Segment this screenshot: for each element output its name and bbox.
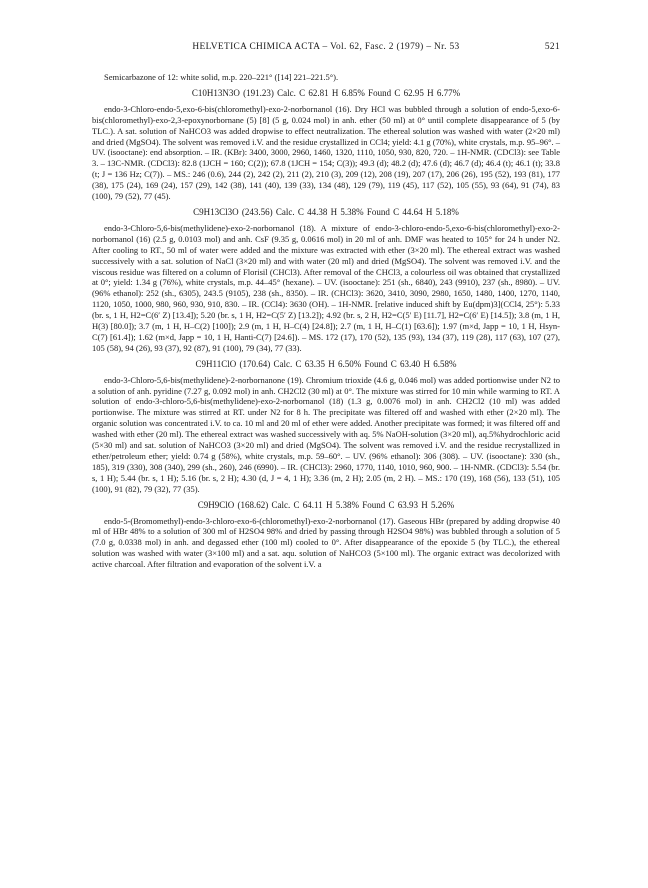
page-number: 521 [544, 42, 560, 52]
article-body [92, 72, 560, 570]
running-title: HELVETICA CHIMICA ACTA – Vol. 62, Fasc. 2 (1979) – Nr. 53 [192, 42, 460, 52]
elemental-analysis-2: C9H13Cl3O (243.56) Calc. C 44.38 H 5.38% Found C 44.64 H 5.18% [193, 206, 459, 217]
procedure-compound-16: endo-3-Chloro-endo-5,exo-6-bis(chloromethyl)-exo-2-norbornanol (16). Dry HCl was bubbled through a solution of endo-5,exo-6-bis(chloromethyl)-exo-2,3-epoxynorbornane (5) [8] (5 g, 0.024 mol) in anh. ether (50 ml) at 0° until complete disappearance of 5 (by TLC.). A sat. solution of NaHCO3 was added dropwise to effect neutralization. The ethereal solution was washed with water (2×20 ml) and dried (MgSO4). The solvent was removed i.V. and the residue crystallized in CCl4; yield: 4.1 g (70%), white crystals, m.p. 95–96°. – UV. (isooctane): end absorption. – IR. (KBr): 3400, 3000, 2960, 1460, 1320, 1110, 1050, 930, 820, 720. – 1H-NMR. (CDCl3): see Table 3. – 13C-NMR. (CDCl3): 82.8 (1JCH = 160; C(2)); 67.8 (1JCH = 154; C(3)); 49.3 (d); 48.2 (d); 47.6 (d); 46.7 (d); 46.4 (t); 46.1 (t); 33.8 (t; J = 136 Hz; C(7)). – MS.: 246 (0.6), 244 (2), 242 (2), 211 (2), 210 (3), 209 (12), 208 (19), 207 (17), 206 (26), 195 (52), 193 (81), 177 (38), 175 (24), 169 (24), 157 (29), 142 (38), 141 (40), 139 (33), 134 (48), 129 (79), 119 (45), 117 (52), 105 (55), 93 (64), 91 (74), 83 (100), 79 (52), 77 (45). [92, 103, 560, 202]
procedure-compound-18: endo-3-Chloro-5,6-bis(methylidene)-exo-2-norbornanol (18). A mixture of endo-3-chloro-endo-5,exo-6-bis(chloromethyl)-exo-2-norbornanol (16) (2.5 g, 0.0103 mol) and anh. CsF (9.35 g, 0.0616 mol) in 20 ml of anh. DMF was heated to 105° for 24 h under N2. After cooling to RT., 50 ml of water were added and the mixture was extracted with ether (3×20 ml). The ethereal extract was washed successively with a sat. solution of NaCl (3×20 ml) and with water (20 ml) and dried (MgSO4). The solvent was removed i.V. and the viscous residue was filtered on a column of Florisil (CHCl3). After removal of the CHCl3, a colourless oil was obtained that crystallized at 0°; yield: 1.34 g (76%), white crystals, m.p. 44–45° (hexane). – UV. (isooctane): 251 (sh., 6840), 243 (9910), 237 (sh., 8980). – UV. (96% ethanol): 252 (sh., 6305), 243.5 (9105), 238 (sh., 8350). – IR. (CHCl3): 3620, 3410, 3090, 2980, 1650, 1480, 1400, 1270, 1140, 1120, 1050, 1000, 980, 960, 930, 910, 830. – IR. (CCl4): 3630 (OH). – 1H-NMR. [relative induced shift by Eu(dpm)3](CCl4, 25°): 5.33 (br. s, 1 H, H2=C(6′ Z) [13.4]); 5.20 (br. s, 1 H, H2=C(5′ Z) [13.2]); 4.92 (br. s, 2 H, H2=C(5′ E) [11.7], H2=C(6′ E) [14.5]); 3.8 (m, 1 H, H(3) [80.0]); 3.7 (m, 1 H, H–C(2) [100]); 2.9 (m, 1 H, H–C(4) [24.8]); 2.7 (m, 1 H, H–C(1) [63.6]); 1.97 (m×d, Japp = 10, 1 H, Hsyn-C(7) [61.4]); 1.62 (m×d, Japp = 10, 1 H, Hanti-C(7) [24.6]). – MS. 172 (17), 170 (52), 135 (93), 134 (37), 119 (28), 117 (63), 107 (27), 105 (58), 94 (26), 93 (37), 92 (87), 91 (100), 79 (34), 77 (33). [92, 222, 560, 353]
elemental-analysis-1: C10H13N3O (191.23) Calc. C 62.81 H 6.85% Found C 62.95 H 6.77% [191, 87, 461, 98]
page-header [92, 42, 560, 56]
elemental-analysis-4: C9H9ClO (168.62) Calc. C 64.11 H 5.38% Found C 63.93 H 5.26% [197, 499, 455, 510]
elemental-analysis-3: C9H11ClO (170.64) Calc. C 63.35 H 6.50% Found C 63.40 H 6.58% [195, 358, 457, 369]
semicarbazone-note: Semicarbazone of 12: white solid, m.p. 220–221° ([14] 221–221.5°). [104, 72, 339, 82]
procedure-compound-19: endo-3-Chloro-5,6-bis(methylidene)-2-norbornanone (19). Chromium trioxide (4.6 g, 0.046 mol) was added portionwise under N2 to a solution of anh. pyridine (7.27 g, 0.092 mol) in anh. CH2Cl2 (30 ml) at 0°. The mixture was stirred for 10 min while warming to RT. A solution of endo-3-chloro-5,6-bis(methylidene)-exo-2-norbornanol (18) (1.3 g, 0.0076 mol) in anh. CH2Cl2 (10 ml) was added portionwise. The mixture was stirred at RT. under N2 for 8 h. The precipitate was filtered off and washed with ether (2×20 ml). The organic solution was concentrated i.V. to ca. 10 ml and 20 ml of ether were added. Another precipitate was formed; it was filtered off and washed with ether (20 ml). The ethereal extract was washed successively with aq. 5% NaOH-solution (3×20 ml), aq.5%hydrochloric acid (5×30 ml) and sat. solution of NaHCO3 (3×20 ml) and dried (MgSO4). The solvent was removed i.V. and the residue recrystallized in ether/petroleum ether; yield: 0.74 g (58%), white crystals, m.p. 59–60°. – UV. (96% ethanol): 306 (308). – UV. (isooctane): 330 (sh., 185), 319 (330), 308 (340), 299 (sh., 260), 246 (6990). – IR. (CHCl3): 2960, 1770, 1140, 1010, 960, 900. – 1H-NMR. (CDCl3): 5.54 (br. s, 1 H); 5.44 (br. s, 1 H); 5.16 (br. s, 2 H); 4.30 (d, J = 4, 1 H); 3.36 (m, 2 H); 2.05 (m, 2 H). – MS.: 170 (19), 168 (56), 133 (51), 105 (100), 91 (82), 79 (32), 77 (35). [92, 374, 560, 494]
procedure-compound-17: endo-5-(Bromomethyl)-endo-3-chloro-exo-6-(chloromethyl)-exo-2-norbornanol (17). Gaseous HBr (prepared by adding dropwise 40 ml of HBr 48% to a solution of 300 ml of H2SO4 98% and dried by passing through H2SO4 98%) was bubbled through a solution of 5 (7.0 g, 0.0338 mol) in anh. and degassed ether (100 ml) cooled to 0°. After disappearance of the epoxide 5 (by TLC.), the ethereal solution was washed with water (3×100 ml) and a sat. aqu. solution of NaHCO3 (5×100 ml). The organic extract was decolorized with active charcoal. After filtration and evaporation of the solvent i.V. a [92, 515, 560, 570]
